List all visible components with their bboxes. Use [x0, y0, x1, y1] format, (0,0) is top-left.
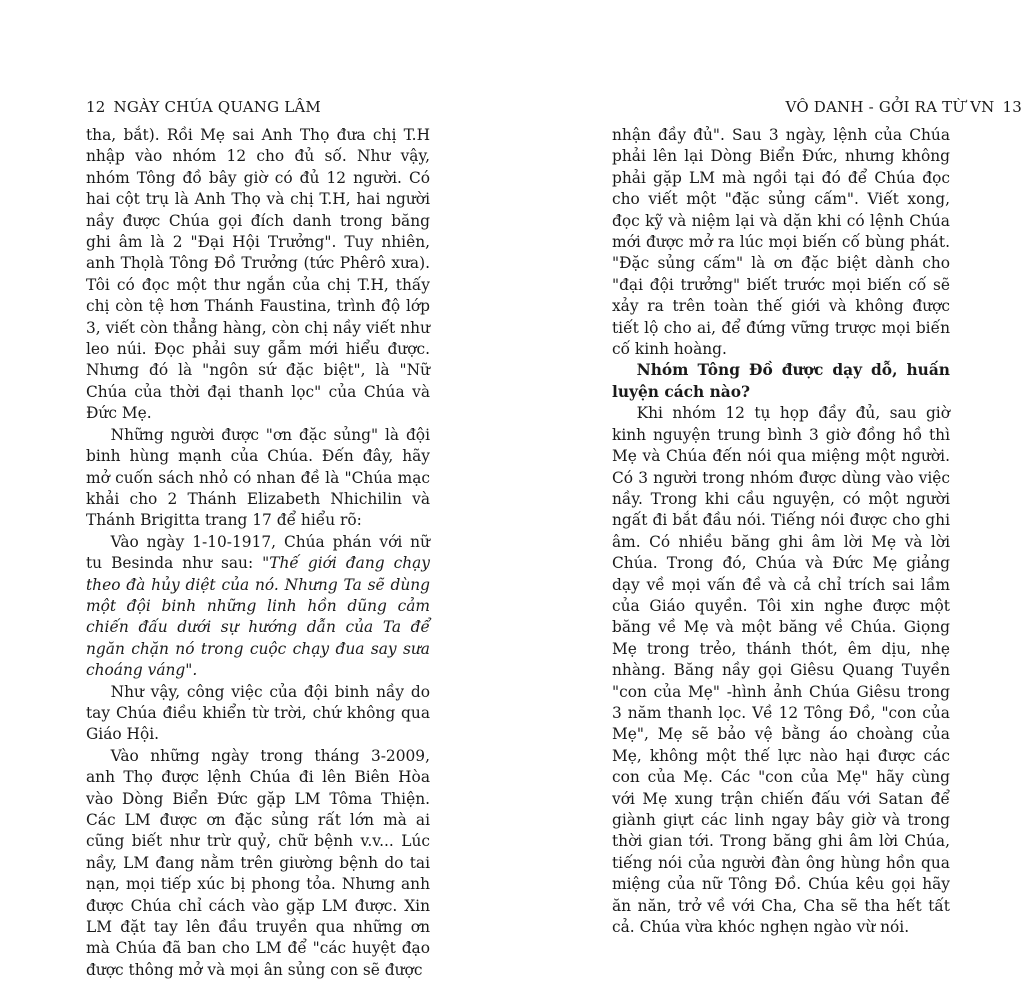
paragraph [86, 532, 430, 682]
italic-quote: "Thế giới đang chạy theo đà hủy diệt của nó. Nhưng Ta sẽ dùng một đội binh những linh hồn dũng cảm chiến đấu dưới sự hướng dẫn của Ta để ngăn chặn nó trong cuộc chạy đua say sưa choáng váng". [86, 554, 430, 680]
left-running-head: NGÀY CHÚA QUANG LÂM [113, 98, 321, 116]
left-page-number: 12 [86, 98, 106, 116]
right-page-number: 13 [1002, 98, 1022, 116]
paragraph: Những người được "ơn đặc sủng" là đội binh hùng mạnh của Chúa. Đến đây, hãy mở cuốn sách nhỏ có nhan đề là "Chúa mạc khải cho 2 Thánh Elizabeth Nhichilin và Thánh Brigitta trang 17 để hiểu rõ: [86, 425, 430, 530]
right-running-head: VÔ DANH - GỞI RA TỪ VN [785, 98, 995, 116]
right-page [512, 0, 1024, 937]
paragraph-intro: Vào ngày 1-10-1917, Chúa phán với nữ tu Besinda như sau: [86, 532, 430, 573]
section-heading: Nhóm Tông Đồ được dạy dỗ, huấn luyện cách nào? [612, 361, 950, 401]
left-page-body [86, 125, 430, 981]
paragraph: Như vậy, công việc của đội binh nầy do tay Chúa điều khiển từ trời, chứ không qua Giáo Hội. [86, 682, 430, 744]
left-running-header [86, 98, 426, 120]
paragraph: Khi nhóm 12 tụ họp đầy đủ, sau giờ kinh nguyện trung bình 3 giờ đồng hồ thì Mẹ và Chúa đến nói qua miệng một người. Có 3 người trong nhóm được dùng vào việc nầy. Trong khi cầu nguyện, có một người ngất đi bắt đầu nói. Tiếng nói được cho ghi âm. Có nhiều băng ghi âm lời Mẹ và lời Chúa. Trong đó, Chúa và Đức Mẹ giảng dạy về mọi vấn đề và cả chỉ trích sai lầm của Giáo quyền. Tôi xin nghe được một băng về Mẹ và một băng về Chúa. Giọng Mẹ trong trẻo, thánh thót, êm dịu, nhẹ nhàng. Băng nầy gọi Giêsu Quang Tuyền "con của Mẹ" -hình ảnh Chúa Giêsu trong 3 năm thanh lọc. Về 12 Tông Đồ, "con của Mẹ", Mẹ sẽ bảo vệ bằng áo choàng của Mẹ, không một thế lực nào hại được các con của Mẹ. Các "con của Mẹ" hãy cùng với Mẹ xung trận chiến đấu với Satan để giành giựt các linh ngay bây giờ và trong thời gian tới. Trong băng ghi âm lời Chúa, tiếng nói của người đàn ông hùng hồn qua miệng của nữ Tông Đồ. Chúa kêu gọi hãy ăn năn, trở về với Cha, Cha sẽ tha hết tất cả. Chúa vừa khóc nghẹn ngào vừ nói. [612, 404, 950, 937]
right-page-body [612, 125, 950, 938]
paragraph: tha, bắt). Rồi Mẹ sai Anh Thọ đưa chị T.H nhập vào nhóm 12 cho đủ số. Như vậy, nhóm Tông đồ bây giờ có đủ 12 người. Có hai cột trụ là Anh Thọ và chị T.H, hai người nầy được Chúa gọi đích danh trong băng ghi âm là 2 "Đại Hội Trưởng". Tuy nhiên, anh Thọlà Tông Đồ Trưởng (tức Phêrô xưa). Tôi có đọc một thư ngắn của chị T.H, thấy chị còn tệ hơn Thánh Faustina, trình độ lớp 3, viết còn thẳng hàng, còn chị nầy viết như leo núi. Đọc phải suy gẫm mới hiểu được. Nhưng đó là "ngôn sứ đặc biệt", là "Nữ Chúa của thời đại thanh lọc" của Chúa và Đức Mẹ. [86, 126, 430, 423]
right-running-header [722, 98, 1022, 120]
paragraph: nhận đầy đủ". Sau 3 ngày, lệnh của Chúa phải lên lại Dòng Biển Đức, nhưng không phải gặp LM mà ngồi tại đó để Chúa đọc cho viết một "đặc sủng cấm". Viết xong, đọc kỹ và niệm lại và dặn khi có lệnh Chúa mới được mở ra lúc mọi biến cố bùng phát. "Đặc sủng cấm" là ơn đặc biệt dành cho "đại đội trưởng" biết trước mọi biến cố sẽ xảy ra trên toàn thế giới và không được tiết lộ cho ai, để đứng vững trược mọi biến cố kinh hoàng. [612, 126, 950, 359]
left-page [0, 0, 512, 979]
paragraph: Vào những ngày trong tháng 3-2009, anh Thọ được lệnh Chúa đi lên Biên Hòa vào Dòng Biển Đức gặp LM Tôma Thiện. Các LM được ơn đặc sủng rất lớn mà ai cũng biết như trừ quỷ, chữ bệnh v.v... Lúc nầy, LM đang nằm trên giường bệnh do tai nạn, mọi tiếp xúc bị phong tỏa. Nhưng anh được Chúa chỉ cách vào gặp LM được. Xin LM đặt tay lên đầu truyền qua những ơn mà Chúa đã ban cho LM để "các huyệt đạo được thông mở và mọi ân sủng con sẽ được [86, 746, 430, 979]
